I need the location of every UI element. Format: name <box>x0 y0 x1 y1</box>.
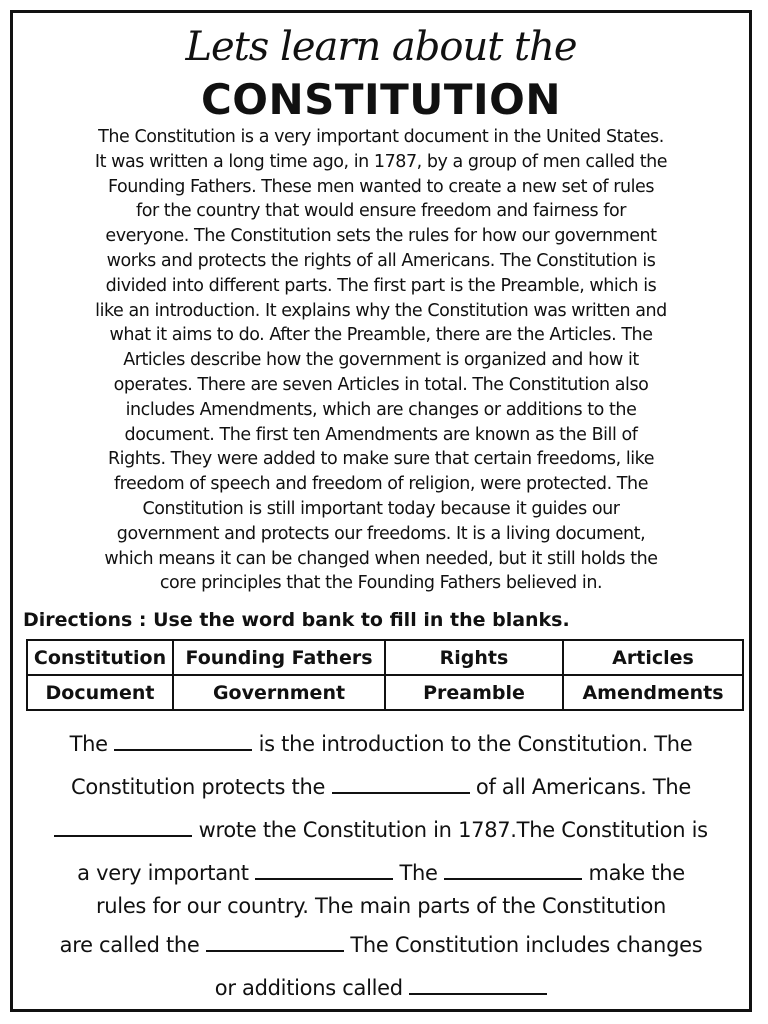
answer-blank[interactable] <box>54 817 192 837</box>
passage-line: document. The first ten Amendments are known as the Bill of <box>124 424 638 445</box>
word-bank-cell: Preamble <box>385 675 563 710</box>
sentence-text: wrote the Constitution in 1787.The Constitution is <box>198 818 708 842</box>
passage-line: It was written a long time ago, in 1787, by a group of men called the <box>94 151 668 172</box>
fill-in-sentence <box>13 973 749 1003</box>
passage-line: The Constitution is a very important document in the United States. <box>98 127 664 147</box>
sentence-text: is the introduction to the Constitution. The <box>258 732 693 756</box>
passage-line: everyone. The Constitution sets the rules for how our government <box>105 226 657 247</box>
passage-line: freedom of speech and freedom of religion, were protected. The <box>113 474 649 495</box>
passage-line: Constitution is still important today because it guides our <box>142 498 620 519</box>
title-script: Lets learn about the <box>185 24 577 70</box>
passage-line: for the country that would ensure freedom and fairness for <box>135 201 626 222</box>
sentence-text: make the <box>588 861 685 885</box>
passage-line: like an introduction. It explains why the Constitution was written and <box>95 300 667 321</box>
fill-in-sentence <box>13 930 749 960</box>
word-bank-cell: Constitution <box>27 640 173 675</box>
answer-blank[interactable] <box>409 975 547 995</box>
passage-line: what it aims to do. After the Preamble, there are the Articles. The <box>109 325 653 346</box>
passage-line: divided into different parts. The first part is the Preamble, which is <box>105 275 657 296</box>
word-bank-cell: Amendments <box>563 675 743 710</box>
passage-line: government and protects our freedoms. It is a living document, <box>116 523 646 544</box>
fill-in-sentence <box>13 891 749 921</box>
passage-line: core principles that the Founding Fathers believed in. <box>159 573 603 594</box>
word-bank-table <box>26 639 744 711</box>
answer-blank[interactable] <box>206 932 344 952</box>
word-bank-cell: Rights <box>385 640 563 675</box>
worksheet-page <box>10 10 752 1012</box>
word-bank-cell: Government <box>173 675 385 710</box>
directions-heading: Directions : Use the word bank to fill in the blanks. <box>23 609 570 631</box>
passage-line: Rights. They were added to make sure that certain freedoms, like <box>107 449 655 470</box>
passage-line: Founding Fathers. These men wanted to create a new set of rules <box>108 176 654 197</box>
sentence-text: a very important <box>77 861 249 885</box>
fill-in-sentence <box>13 815 749 845</box>
sentence-text: The Constitution includes changes <box>350 933 703 957</box>
answer-blank[interactable] <box>114 731 252 751</box>
passage-line: Articles describe how the government is organized and how it <box>123 350 639 371</box>
sentence-text: are called the <box>59 933 200 957</box>
sentence-text: Constitution protects the <box>70 775 326 799</box>
fill-in-sentence <box>13 772 749 802</box>
page-title: CONSTITUTION <box>200 75 562 124</box>
fill-in-sentence <box>13 729 749 759</box>
answer-blank[interactable] <box>444 860 582 880</box>
answer-blank[interactable] <box>332 774 470 794</box>
sentence-text: rules for our country. The main parts of the Constitution <box>95 894 667 918</box>
word-bank-row <box>27 675 743 710</box>
sentence-text: The <box>399 861 438 885</box>
passage-line: which means it can be changed when needed, but it still holds the <box>104 548 658 569</box>
word-bank-cell: Founding Fathers <box>173 640 385 675</box>
word-bank-row <box>27 640 743 675</box>
word-bank-cell: Articles <box>563 640 743 675</box>
sentence-text: The <box>69 732 108 756</box>
passage-line: works and protects the rights of all Americans. The Constitution is <box>106 250 656 271</box>
passage-line: includes Amendments, which are changes or additions to the <box>125 399 637 420</box>
word-bank-cell: Document <box>27 675 173 710</box>
answer-blank[interactable] <box>255 860 393 880</box>
sentence-text: or additions called <box>214 976 403 1000</box>
reading-passage <box>31 125 731 596</box>
sentence-text: of all Americans. The <box>475 775 692 799</box>
passage-line: operates. There are seven Articles in total. The Constitution also <box>113 374 649 395</box>
fill-in-sentence <box>13 858 749 888</box>
